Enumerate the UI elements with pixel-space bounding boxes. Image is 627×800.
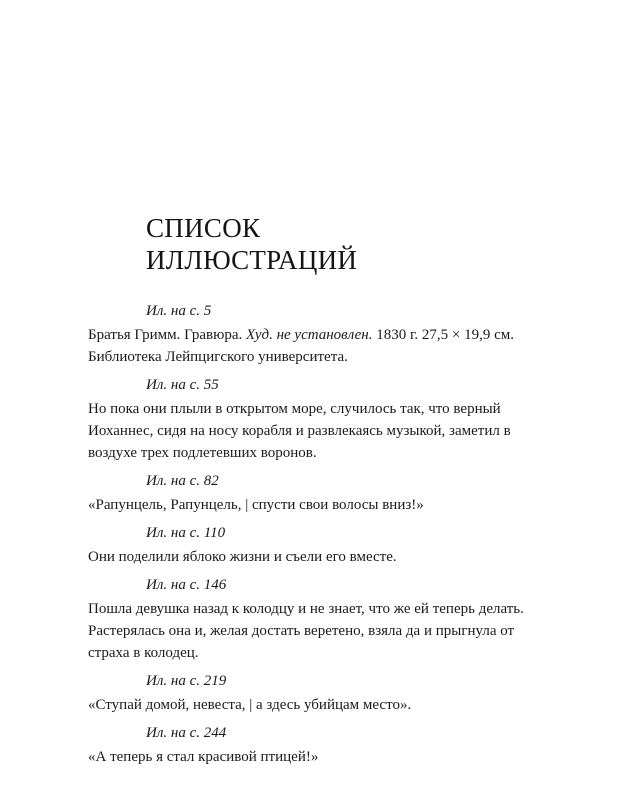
illustration-entry bbox=[88, 576, 543, 664]
illustration-entry bbox=[88, 724, 543, 768]
illustration-page-ref: Ил. на с. 146 bbox=[146, 577, 227, 593]
illustration-caption: Пошла девушка назад к колодцу и не знает, что же ей теперь делать. Растерялась она и, желая достать веретено, взяла да и прыгнула от страха в колодец. bbox=[88, 601, 524, 661]
caption-text: 1830 г. 27,5 × 19,9 см. Библиотека Лейпцигского университета. bbox=[88, 327, 515, 365]
page-title-line-1: СПИСОК bbox=[146, 213, 261, 243]
illustration-entry bbox=[88, 672, 543, 716]
illustration-caption: «А теперь я стал красивой птицей!» bbox=[88, 749, 319, 765]
page-title bbox=[146, 212, 357, 276]
illustration-entry bbox=[88, 524, 543, 568]
illustration-page-ref: Ил. на с. 5 bbox=[146, 303, 212, 319]
illustration-caption bbox=[88, 324, 543, 368]
illustration-page-ref: Ил. на с. 244 bbox=[146, 725, 227, 741]
caption-italic-text: Худ. не установлен. bbox=[246, 327, 373, 343]
illustration-caption: Они поделили яблоко жизни и съели его вместе. bbox=[88, 549, 397, 565]
illustration-caption: «Ступай домой, невеста, | а здесь убийцам место». bbox=[88, 697, 412, 713]
page-title-line-2: ИЛЛЮСТРАЦИЙ bbox=[146, 245, 358, 275]
illustration-caption: «Рапунцель, Рапунцель, | спусти свои волосы вниз!» bbox=[88, 497, 424, 513]
illustration-page-ref: Ил. на с. 55 bbox=[146, 377, 219, 393]
illustrations-list bbox=[88, 302, 543, 768]
illustration-page-ref: Ил. на с. 82 bbox=[146, 473, 219, 489]
illustration-page-ref: Ил. на с. 219 bbox=[146, 673, 227, 689]
illustration-entry bbox=[88, 472, 543, 516]
illustration-caption: Но пока они плыли в открытом море, случилось так, что верный Иоханнес, сидя на носу корабля и развлекаясь музыкой, заметил в воздухе трех подлетевших воронов. bbox=[88, 401, 511, 461]
illustration-entry bbox=[88, 376, 543, 464]
illustration-page-ref: Ил. на с. 110 bbox=[146, 525, 226, 541]
caption-text: Братья Гримм. Гравюра. bbox=[88, 327, 246, 343]
illustration-entry bbox=[88, 302, 543, 368]
